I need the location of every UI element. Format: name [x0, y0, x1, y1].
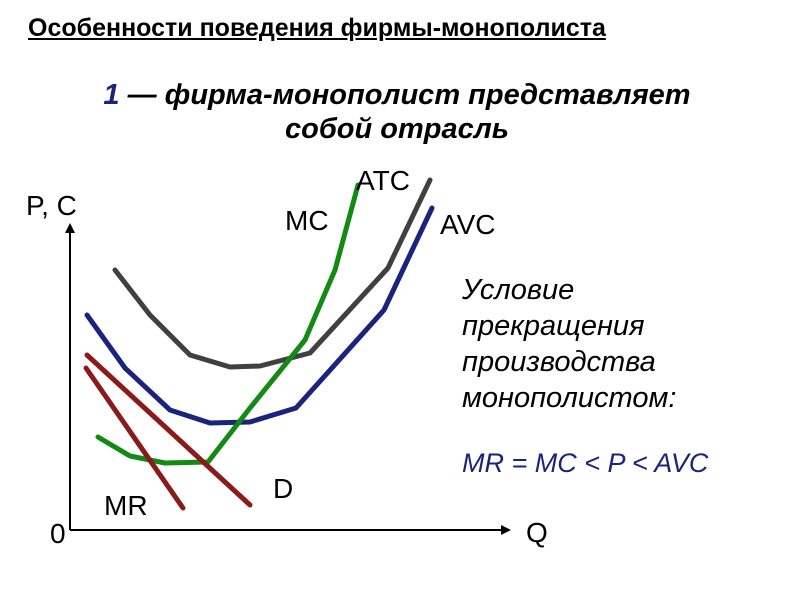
- mr-label: MR: [104, 490, 148, 521]
- demand-line: [87, 355, 250, 505]
- y-axis-label: P, C: [26, 190, 77, 221]
- subtitle-line-2: собой отрасль: [284, 113, 509, 145]
- condition-line-4: монополистом:: [462, 382, 677, 414]
- condition-line-2: прекращения: [462, 310, 645, 342]
- atc-curve: [115, 180, 430, 367]
- condition-line-1: Условие: [462, 274, 575, 306]
- shutdown-condition: [462, 272, 676, 416]
- page-title: Особенности поведения фирмы-монополиста: [28, 14, 606, 42]
- subtitle-number: 1: [103, 79, 120, 111]
- condition-line-3: производства: [462, 346, 656, 378]
- origin-label: 0: [50, 518, 66, 549]
- avc-label: AVC: [440, 209, 496, 240]
- atc-label: ATC: [356, 165, 410, 196]
- d-label: D: [273, 473, 294, 504]
- subtitle-text-1: — фирма-монополист представляет: [119, 79, 691, 111]
- avc-curve: [87, 208, 432, 423]
- mc-label: MC: [285, 205, 329, 236]
- shutdown-formula: MR = MC < P < AVC: [462, 448, 709, 478]
- x-axis-label: Q: [526, 517, 548, 548]
